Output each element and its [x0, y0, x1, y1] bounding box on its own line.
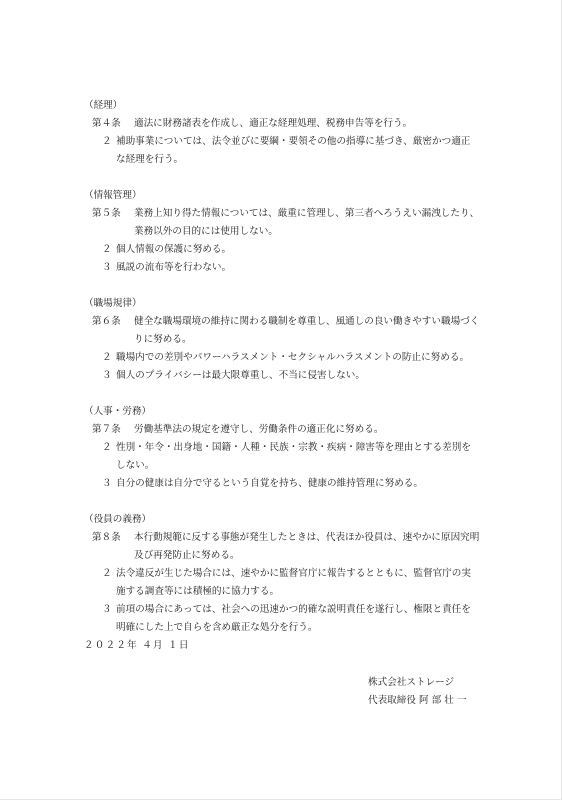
article [84, 313, 504, 349]
section-personnel-labor [84, 403, 504, 493]
item-text: 性別・年令・出身地・国籍・人種・民族・宗教・疾病・障害等を理由とする差別を [116, 442, 471, 453]
item-number: ２ [102, 568, 112, 579]
article-text: りに努める。 [134, 334, 192, 345]
item-text: 自分の健康は自分で守るという自覚を持ち、健康の維持管理に努める。 [116, 478, 423, 489]
article-item [84, 259, 504, 277]
company-name: 株式会社ストレージ [368, 677, 455, 688]
item-text: 補助事業については、法令並びに要綱・要領その他の指導に基づき、厳密かつ適正 [116, 136, 471, 147]
item-text: 明確にした上で自らを含め厳正な処分を行う。 [116, 622, 318, 633]
item-number: ３ [102, 478, 112, 489]
article-item [84, 475, 504, 493]
article-number: 第４条 [92, 118, 121, 129]
item-text: 風説の流布等を行わない。 [116, 262, 232, 273]
article-text: 業務上知り得た情報については、厳重に管理し、第三者へろうえい漏洩したり、 [134, 208, 480, 219]
article-number: 第６条 [92, 316, 121, 327]
item-text: な経理を行う。 [116, 154, 184, 165]
section-heading: （経理） [84, 100, 123, 111]
item-number: ２ [102, 244, 112, 255]
item-number: ２ [102, 442, 112, 453]
article [84, 205, 504, 241]
item-number: ３ [102, 604, 112, 615]
article [84, 115, 504, 133]
section-heading: （職場規律） [84, 298, 142, 309]
article-number: 第８条 [92, 532, 121, 543]
article-text: 本行動規範に反する事態が発生したときは、代表ほか役員は、速やかに原因究明 [134, 532, 480, 543]
representative-name: 代表取締役 阿 部 壮 一 [368, 695, 467, 706]
article-text: 適法に財務諸表を作成し、適正な経理処理、税務申告等を行う。 [134, 118, 413, 129]
item-number: ２ [102, 136, 112, 147]
article-text: 業務以外の目的には使用しない。 [134, 226, 278, 237]
item-text: 法令違反が生じた場合には、速やかに監督官庁に報告するとともに、監督官庁の実 [116, 568, 471, 579]
article-item [84, 601, 504, 637]
article-number: 第５条 [92, 208, 121, 219]
item-text: 前項の場合にあっては、社会への迅速かつ的確な説明責任を遂行し、権限と責任を [116, 604, 471, 615]
item-text: しない。 [116, 460, 155, 471]
item-text: 個人情報の保護に努める。 [116, 244, 232, 255]
article-text: 及び再発防止に努める。 [134, 550, 240, 561]
item-number: ３ [102, 262, 112, 273]
article [84, 421, 504, 439]
section-officer-duties [84, 511, 504, 637]
article-item [84, 439, 504, 475]
section-heading: （人事・労務） [84, 406, 152, 417]
article-text: 健全な職場環境の維持に関わる職制を尊重し、風通しの良い働きやすい職場づく [134, 316, 480, 327]
document-date: ２０２２年 ４月 １日 [84, 640, 190, 651]
article-item [84, 133, 504, 169]
article-item [84, 565, 504, 601]
item-text: 施する調査等には積極的に協力する。 [116, 586, 280, 597]
article-item [84, 349, 504, 367]
item-text: 職場内での差別やパワーハラスメント・セクシャルハラスメントの防止に努める。 [116, 352, 470, 363]
article-text: 労働基準法の規定を遵守し、労働条件の適正化に努める。 [134, 424, 384, 435]
item-number: ３ [102, 370, 112, 381]
item-number: ２ [102, 352, 112, 363]
section-accounting [84, 97, 504, 169]
section-information-management [84, 187, 504, 277]
section-heading: （情報管理） [84, 190, 142, 201]
article [84, 529, 504, 565]
section-workplace-discipline [84, 295, 504, 385]
article-item [84, 367, 504, 385]
article-item [84, 241, 504, 259]
section-heading: （役員の義務） [84, 514, 152, 525]
document-body [84, 97, 504, 655]
article-number: 第７条 [92, 424, 121, 435]
item-text: 個人のプライバシーは最大限尊重し、不当に侵害しない。 [116, 370, 365, 381]
